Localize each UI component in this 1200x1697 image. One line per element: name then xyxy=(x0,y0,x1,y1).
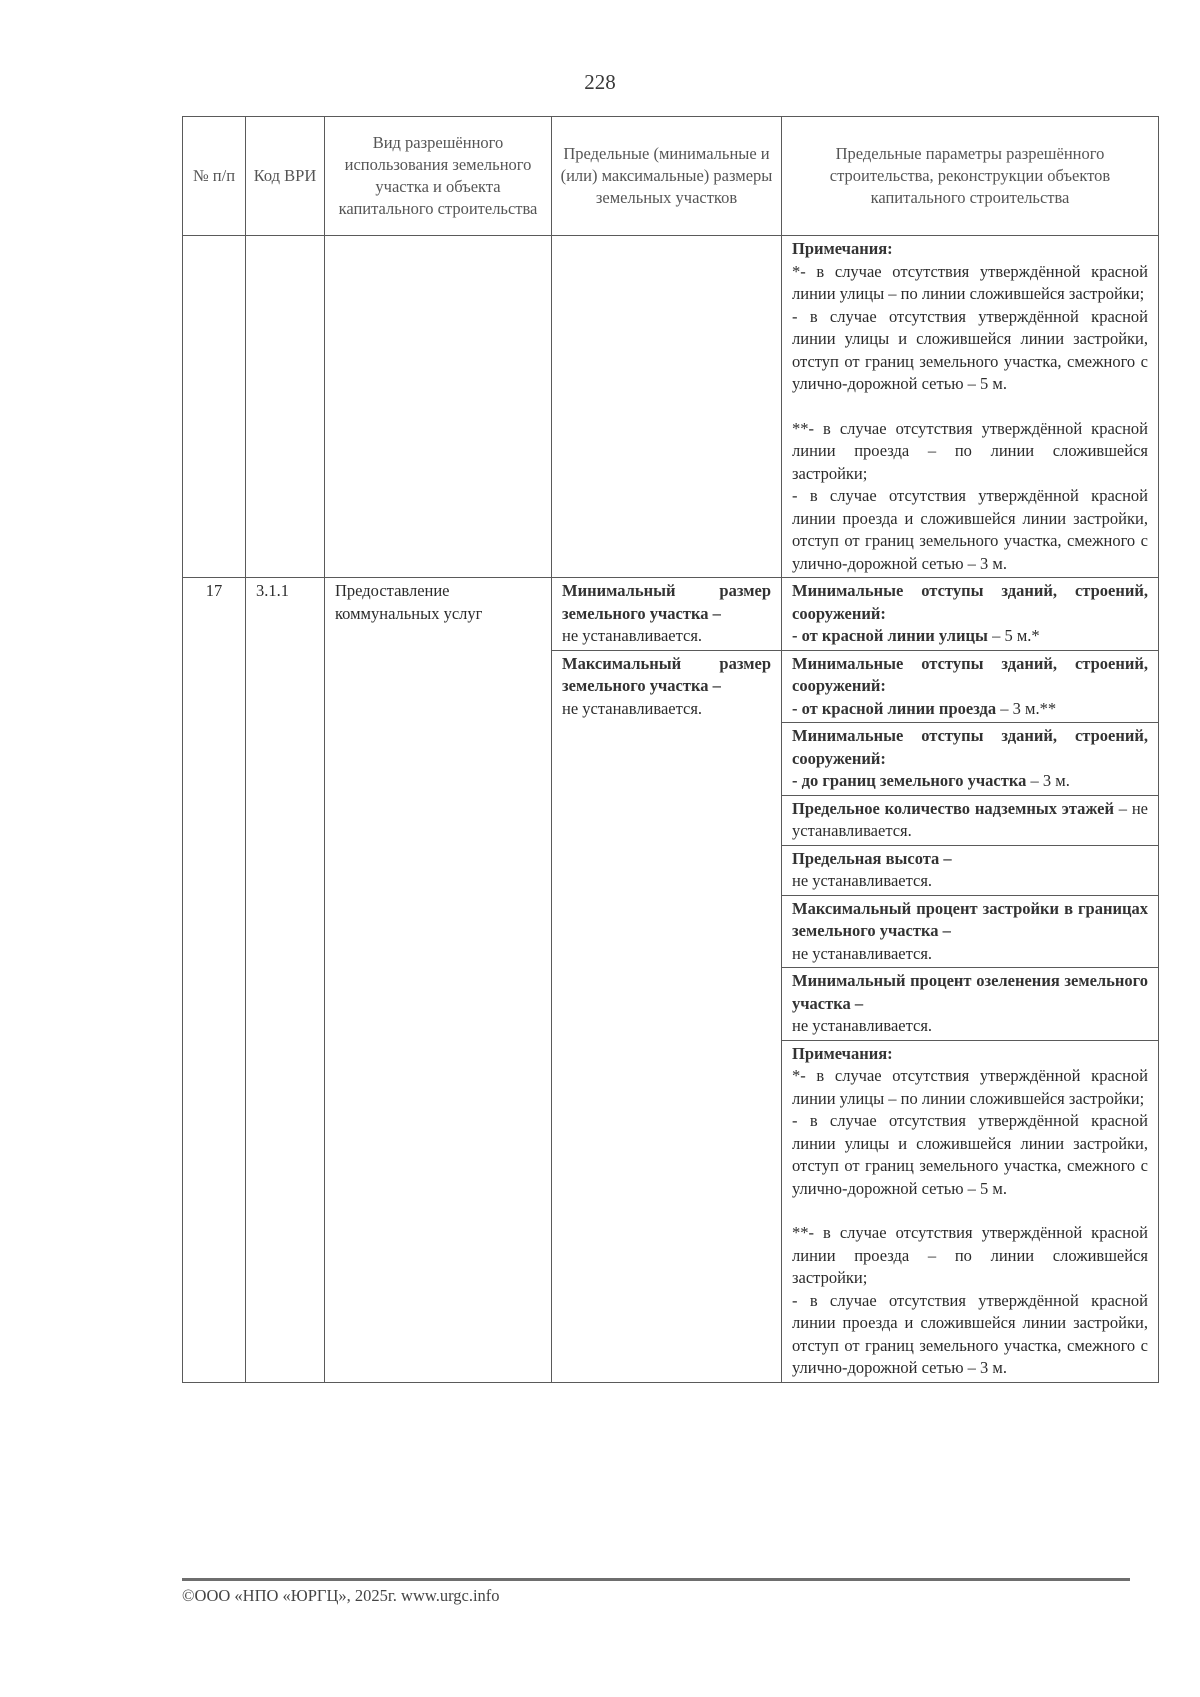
min-plot-size: Минимальный размер земельного участка – не устанавливается. xyxy=(552,578,782,651)
row-use-name: Предоставление коммунальных услуг xyxy=(325,578,552,1383)
notes-title: Примечания: xyxy=(792,1043,893,1063)
note-line: - в случае отсутствия утверждённой красной линии улицы и сложившейся линии застройки, отступ от границ земельного участка, смежного с улично-дорожной сетью – 5 м. xyxy=(792,306,1148,393)
table-header-row xyxy=(183,117,1159,236)
row-number: 17 xyxy=(183,578,246,1383)
cell-empty xyxy=(246,236,325,578)
footer-divider xyxy=(182,1578,1130,1581)
note-line: - в случае отсутствия утверждённой красной линии проезда и сложившейся линии застройки, отступ от границ земельного участка, смежного с улично-дорожной сетью – 3 м. xyxy=(792,1290,1148,1377)
note-line: - в случае отсутствия утверждённой красной линии проезда и сложившейся линии застройки, отступ от границ земельного участка, смежного с улично-дорожной сетью – 3 м. xyxy=(792,486,1148,573)
page-number: 228 xyxy=(584,70,616,94)
note-line: *- в случае отсутствия утверждённой красной линии улицы – по линии сложившейся застройки; xyxy=(792,261,1148,303)
header-number: № п/п xyxy=(183,117,246,236)
header-parameters: Предельные параметры разрешённого строительства, реконструкции объектов капитального строительства xyxy=(782,117,1159,236)
header-code: Код ВРИ xyxy=(246,117,325,236)
row-code: 3.1.1 xyxy=(246,578,325,1383)
max-plot-size: Максимальный размер земельного участка – не устанавливается. xyxy=(552,650,782,1382)
param-cell: Минимальные отступы зданий, строений, сооружений: - до границ земельного участка – 3 м. xyxy=(782,723,1159,796)
param-cell: Минимальные отступы зданий, строений, сооружений: - от красной линии проезда – 3 м.** xyxy=(782,650,1159,723)
table-row xyxy=(183,236,1159,578)
param-cell: Минимальные отступы зданий, строений, сооружений: - от красной линии улицы – 5 м.* xyxy=(782,578,1159,651)
notes-title: Примечания: xyxy=(792,239,893,258)
param-cell: Предельная высота – не устанавливается. xyxy=(782,845,1159,895)
param-cell: Минимальный процент озеленения земельного участка – не устанавливается. xyxy=(782,968,1159,1041)
table-row xyxy=(183,578,1159,651)
footer-copyright: ©ООО «НПО «ЮРГЦ», 2025г. www.urgc.info xyxy=(182,1586,500,1605)
cell-empty xyxy=(552,236,782,578)
cell-empty xyxy=(325,236,552,578)
notes-cell xyxy=(782,1040,1159,1382)
header-use-type: Вид разрешённого использования земельного участка и объекта капитального строительства xyxy=(325,117,552,236)
note-line: **- в случае отсутствия утверждённой красной линии проезда – по линии сложившейся застройки; xyxy=(792,1223,1148,1287)
note-line: *- в случае отсутствия утверждённой красной линии улицы – по линии сложившейся застройки; xyxy=(792,1066,1148,1108)
notes-cell xyxy=(782,236,1159,578)
note-line: - в случае отсутствия утверждённой красной линии улицы и сложившейся линии застройки, отступ от границ земельного участка, смежного с улично-дорожной сетью – 5 м. xyxy=(792,1111,1148,1198)
param-cell: Максимальный процент застройки в границах земельного участка – не устанавливается. xyxy=(782,895,1159,968)
note-line: **- в случае отсутствия утверждённой красной линии проезда – по линии сложившейся застройки; xyxy=(792,418,1148,483)
header-plot-size: Предельные (минимальные и (или) максимальные) размеры земельных участков xyxy=(552,117,782,236)
cell-empty xyxy=(183,236,246,578)
regulations-table xyxy=(182,116,1159,1383)
param-cell: Предельное количество надземных этажей – не устанавливается. xyxy=(782,795,1159,845)
